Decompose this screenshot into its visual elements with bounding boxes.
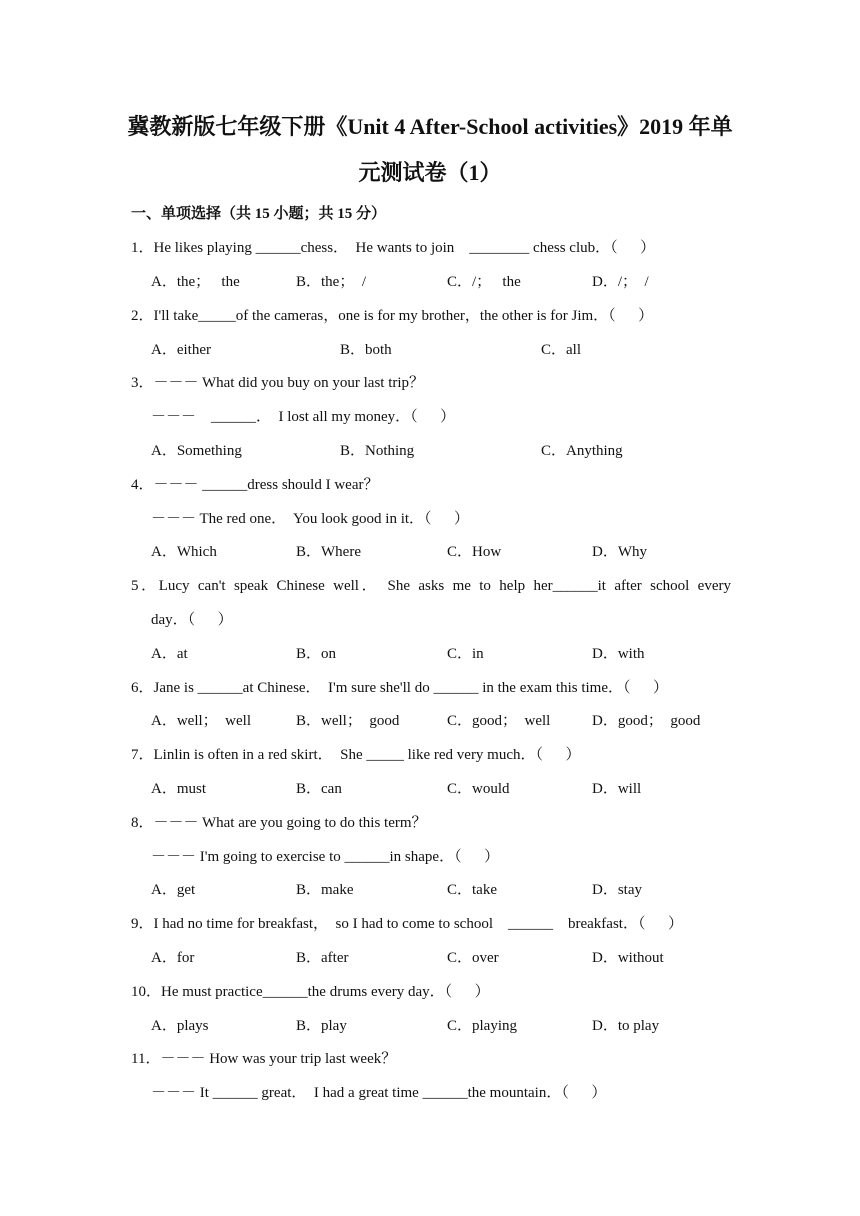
question-7-option-d: D．will	[592, 781, 642, 797]
question-6-option-c: C．good； well	[447, 713, 551, 729]
question-3-option-c: C．Anything	[541, 443, 623, 459]
question-7-stem: 7．Linlin is often in a red skirt． She _____ like red very much．（ ）	[131, 747, 581, 763]
question-5-option-c: C．in	[447, 646, 484, 662]
question-9-option-a: A．for	[151, 950, 195, 966]
question-5-option-b: B．on	[296, 646, 337, 662]
question-10-option-d: D．to play	[592, 1018, 660, 1034]
question-9-option-c: C．over	[447, 950, 499, 966]
question-5-option-d: D．with	[592, 646, 645, 662]
question-4-option-c: C．How	[447, 544, 502, 560]
question-4-answer-line: －－－ The red one． You look good in it．（ ）	[151, 511, 470, 527]
question-5-continuation: day．（ ）	[151, 612, 233, 628]
question-2-option-b: B．both	[340, 342, 392, 358]
question-5-option-a: A．at	[151, 646, 188, 662]
question-11-answer-line: －－－ It ______ great． I had a great time ______the mountain．（ ）	[151, 1085, 607, 1101]
exam-title-line-1: 冀教新版七年级下册《Unit 4 After-School activities》2019 年单	[127, 114, 733, 139]
question-3-stem: 3．－－－ What did you buy on your last trip？	[131, 375, 425, 391]
question-7-option-c: C．would	[447, 781, 510, 797]
question-7-option-b: B．can	[296, 781, 342, 797]
question-2-stem: 2．I'll take_____of the cameras，one is for my brother，the other is for Jim．（ ）	[131, 308, 654, 324]
question-8-option-d: D．stay	[592, 882, 642, 898]
question-6-option-a: A．well； well	[151, 713, 251, 729]
question-3-option-b: B．Nothing	[340, 443, 415, 459]
question-3-answer-line: －－－ ______． I lost all my money．（ ）	[151, 409, 456, 425]
question-8-option-c: C．take	[447, 882, 497, 898]
question-9-stem: 9．I had no time for breakfast， so I had to come to school ______ breakfast．（ ）	[131, 916, 683, 932]
section-heading: 一、单项选择（共 15 小题；共 15 分）	[131, 206, 387, 222]
question-4-stem: 4．－－－ ______dress should I wear？	[131, 477, 379, 493]
question-8-option-a: A．get	[151, 882, 196, 898]
question-3-option-a: A．Something	[151, 443, 242, 459]
question-6-option-d: D．good； good	[592, 713, 701, 729]
question-4-option-b: B．Where	[296, 544, 361, 560]
question-2-option-c: C．all	[541, 342, 581, 358]
question-9-option-d: D．without	[592, 950, 664, 966]
question-1-stem: 1．He likes playing ______chess． He wants to join ________ chess club．（ ）	[131, 240, 656, 256]
exam-title-line-2: 元测试卷（1）	[358, 160, 502, 185]
question-10-option-a: A．plays	[151, 1018, 209, 1034]
question-10-option-c: C．playing	[447, 1018, 517, 1034]
question-8-answer-line: －－－ I'm going to exercise to ______in shape．（ ）	[151, 849, 500, 865]
question-11-stem: 11．－－－ How was your trip last week？	[131, 1051, 397, 1067]
question-1-option-b: B．the； /	[296, 274, 366, 290]
question-8-stem: 8．－－－ What are you going to do this term？	[131, 815, 427, 831]
question-1-option-c: C．/； the	[447, 274, 521, 290]
question-1-option-a: A．the； the	[151, 274, 240, 290]
question-6-option-b: B．well； good	[296, 713, 400, 729]
question-10-option-b: B．play	[296, 1018, 347, 1034]
question-4-option-a: A．Which	[151, 544, 217, 560]
question-2-option-a: A．either	[151, 342, 211, 358]
question-7-option-a: A．must	[151, 781, 207, 797]
question-10-stem: 10．He must practice______the drums every day．（ ）	[131, 984, 490, 1000]
question-9-option-b: B．after	[296, 950, 349, 966]
question-1-option-d: D．/； /	[592, 274, 649, 290]
question-4-option-d: D．Why	[592, 544, 647, 560]
question-6-stem: 6．Jane is ______at Chinese． I'm sure she'll do ______ in the exam this time．（ ）	[131, 680, 669, 696]
question-8-option-b: B．make	[296, 882, 354, 898]
question-5-stem: 5．Lucy can't speak Chinese well． She asks me to help her______it after school every	[131, 578, 731, 594]
